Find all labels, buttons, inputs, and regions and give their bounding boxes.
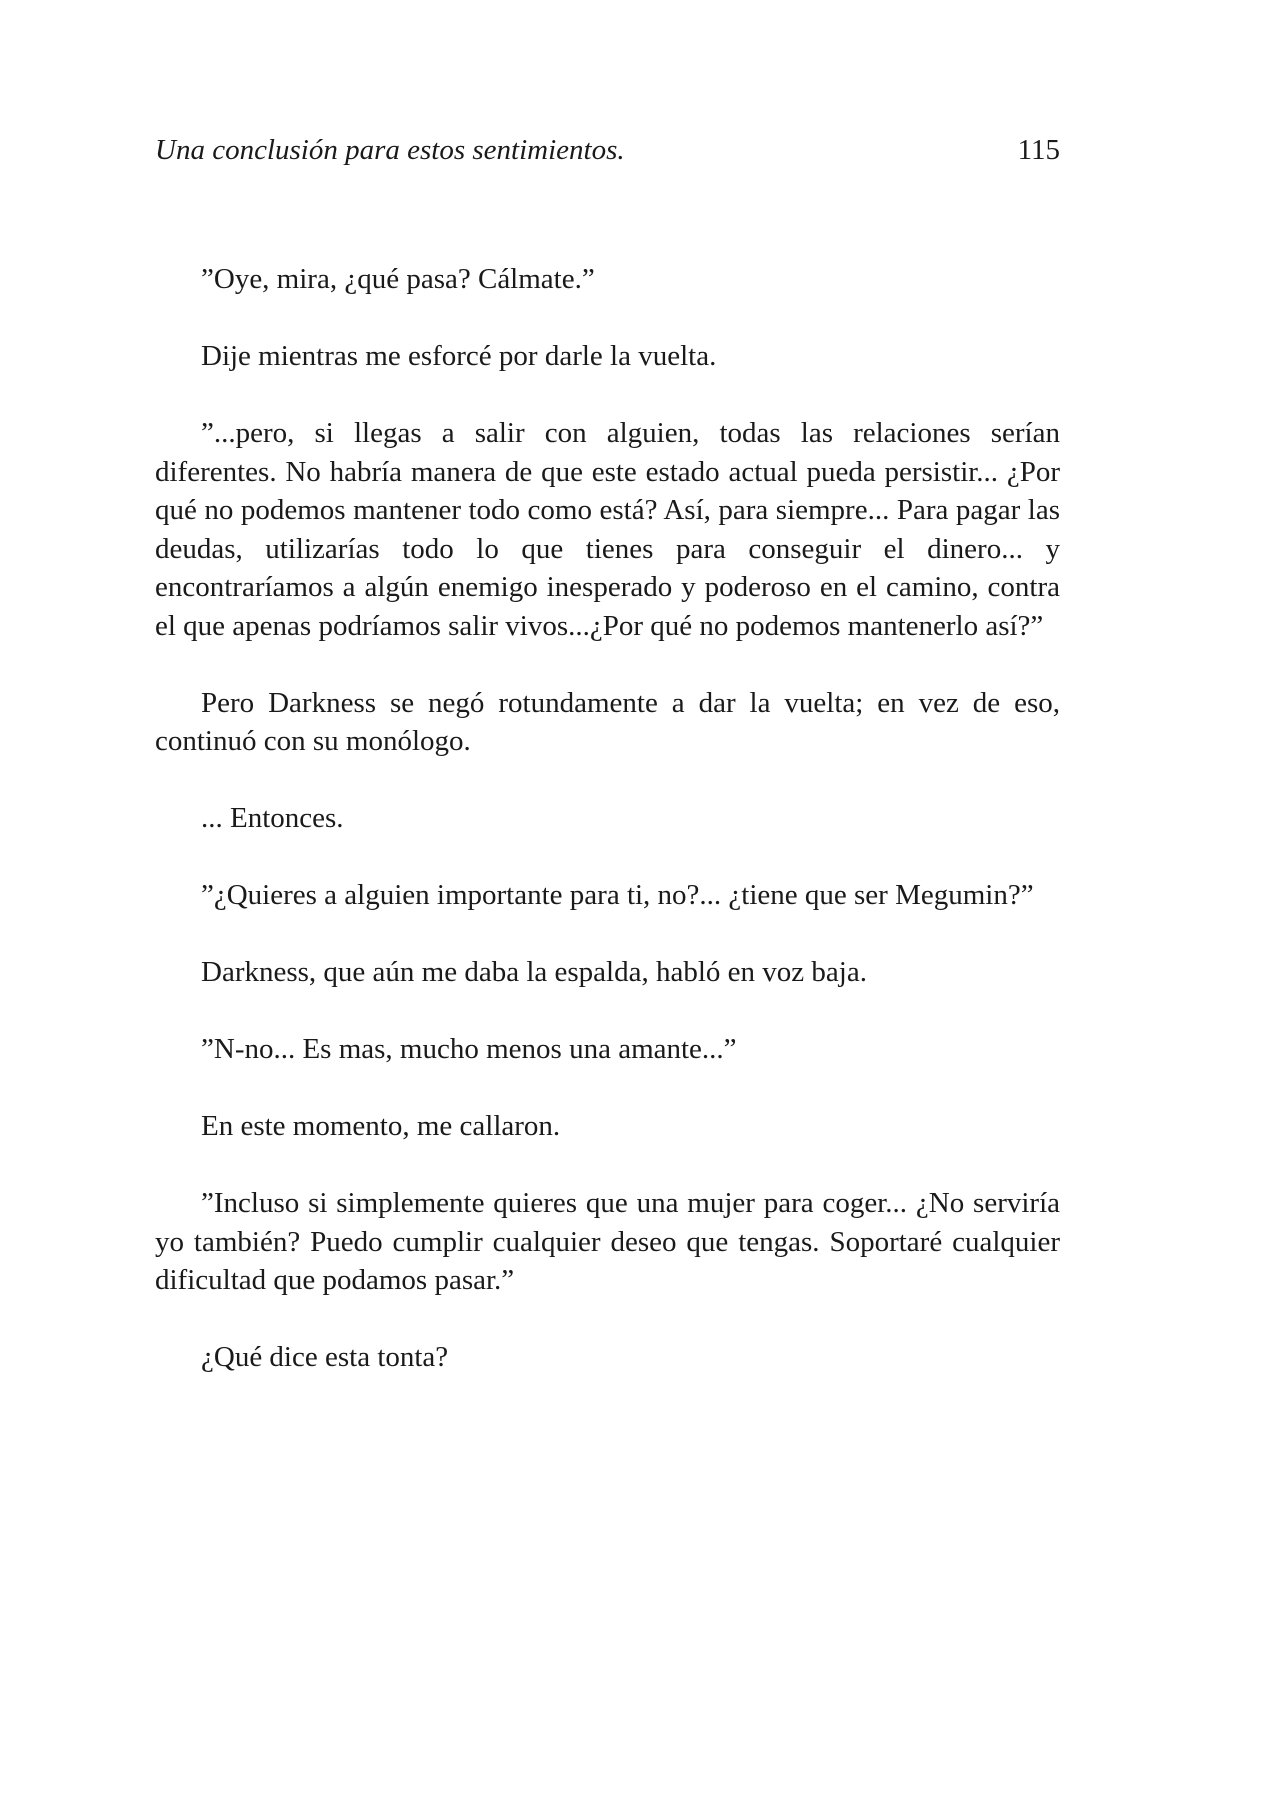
narration-paragraph: Darkness, que aún me daba la espalda, habló en voz baja. — [201, 956, 867, 988]
narration-paragraph: ... Entonces. — [201, 802, 344, 834]
dialogue-paragraph: ”¿Quieres a alguien importante para ti, no?... ¿tiene que ser Megumin?” — [201, 879, 1034, 911]
narration-paragraph: ¿Qué dice esta tonta? — [201, 1341, 449, 1373]
page-number: 115 — [1017, 134, 1060, 166]
page-text — [155, 260, 1060, 1415]
narration-paragraph: Pero Darkness se negó rotundamente a dar la vuelta; en vez de eso, continuó con su monólogo. — [155, 686, 1060, 757]
book-page — [155, 0, 1060, 1807]
dialogue-paragraph: ”Incluso si simplemente quieres que una mujer para coger... ¿No serviría yo también? Puedo cumplir cualquier deseo que tengas. Soportaré cualquier dificultad que podamos pasar.” — [155, 1187, 1060, 1296]
narration-paragraph: En este momento, me callaron. — [201, 1110, 561, 1142]
running-header — [155, 130, 1060, 170]
chapter-running-title: Una conclusión para estos sentimientos. — [155, 134, 625, 166]
dialogue-paragraph: ”N-no... Es mas, mucho menos una amante...” — [201, 1033, 737, 1065]
dialogue-paragraph: ”Oye, mira, ¿qué pasa? Cálmate.” — [201, 263, 595, 295]
narration-paragraph: Dije mientras me esforcé por darle la vuelta. — [201, 340, 717, 372]
dialogue-paragraph: ”...pero, si llegas a salir con alguien, todas las relaciones serían diferentes. No habría manera de que este estado actual pueda persistir... ¿Por qué no podemos mantener todo como está? Así, para siempre... Para pagar las deudas, utilizarías todo lo que tienes para conseguir el dinero... y encontraríamos a algún enemigo inesperado y poderoso en el camino, contra el que apenas podríamos salir vivos...¿Por qué no podemos mantenerlo así?” — [155, 417, 1060, 642]
